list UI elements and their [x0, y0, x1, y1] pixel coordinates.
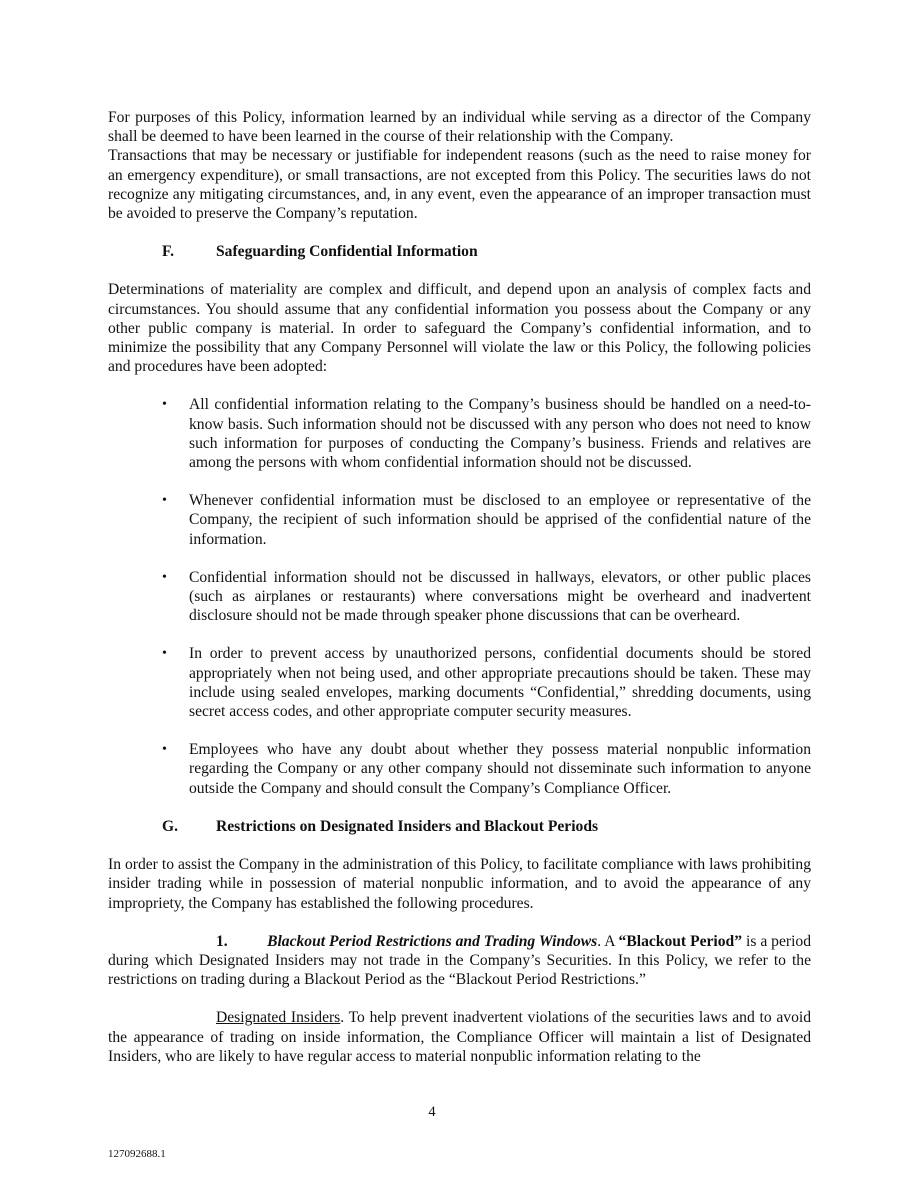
bullet-text: Whenever confidential information must be disclosed to an employee or representative of the Company, the recipient of such information should be apprised of the confidential nature of the information. — [189, 492, 811, 548]
section-f-title: Safeguarding Confidential Information — [216, 243, 478, 261]
page-number: 4 — [428, 1104, 436, 1120]
list-item — [108, 740, 811, 798]
section-g-heading — [108, 817, 811, 836]
designated-insiders-text: . To help prevent inadvertent violations of the securities laws and to avoid the appearance of trading on inside information, the Compliance Officer will maintain a list of Designated Insiders, who are likely to have regular access to material nonpublic information relating to the — [108, 1009, 812, 1065]
bullet-icon: • — [162, 646, 167, 662]
bullet-text: In order to prevent access by unauthorized persons, confidential documents should be stored appropriately when not being used, and other appropriate precautions should be taken. These may include using sealed envelopes, marking documents “Confidential,” shredding documents, using secret access codes, and other appropriate computer security measures. — [189, 645, 811, 721]
bullet-text: Employees who have any doubt about whether they possess material nonpublic information regarding the Company or any other company should not disseminate such information to anyone outside the Company and should consult the Company’s Compliance Officer. — [189, 741, 811, 797]
blackout-period-paragraph — [108, 932, 811, 990]
subsection-title: Blackout Period Restrictions and Trading Windows — [267, 932, 598, 950]
document-page — [108, 108, 811, 1066]
list-item — [108, 395, 811, 472]
section-g-body: In order to assist the Company in the administration of this Policy, to facilitate compliance with laws prohibiting insider trading while in possession of material nonpublic information, and to avoid the appearance of any impropriety, the Company has established the following procedures. — [108, 856, 811, 912]
confidentiality-bullet-list — [108, 395, 811, 797]
list-item — [108, 644, 811, 721]
document-id: 127092688.1 — [108, 1148, 166, 1160]
intro-paragraph-1: For purposes of this Policy, information learned by an individual while serving as a director of the Company shall be deemed to have been learned in the course of their relationship with the Company. — [108, 109, 811, 146]
bullet-icon: • — [162, 397, 167, 413]
subsection-lead: . A — [597, 932, 619, 950]
blackout-period-definition: is a period during which Designated Insiders may not trade in the Company’s Securities. In this Policy, we refer to the restrictions on trading during a Blackout Period as the “Blackout Period Restrictions.” — [108, 932, 812, 989]
list-item — [108, 491, 811, 549]
subsection-number: 1. — [216, 932, 228, 950]
bullet-text: Confidential information should not be discussed in hallways, elevators, or other public places (such as airplanes or restaurants) where conversations might be overheard and inadvertent disclosure should not be made through speaker phone discussions that can be overheard. — [189, 568, 811, 625]
bullet-icon: • — [162, 742, 167, 758]
bullet-icon: • — [162, 569, 167, 585]
bullet-icon: • — [162, 493, 167, 509]
blackout-period-term: “Blackout Period” — [618, 932, 743, 950]
designated-insiders-paragraph — [108, 1008, 811, 1066]
section-g-letter: G. — [162, 817, 179, 835]
list-item — [108, 568, 811, 626]
designated-insiders-term: Designated Insiders — [216, 1009, 341, 1027]
intro-paragraph-2: Transactions that may be necessary or justifiable for independent reasons (such as the need to raise money for an emergency expenditure), or small transactions, are not excepted from this Policy. The securities laws do not recognize any mitigating circumstances, and, in any event, even the appearance of an improper transaction must be avoided to preserve the Company’s reputation. — [108, 147, 811, 223]
section-f-body: Determinations of materiality are complex and difficult, and depend upon an analysis of complex facts and circumstances. You should assume that any confidential information you possess about the Company or any other public company is material. In order to safeguard the Company’s confidential information, and to minimize the possibility that any Company Personnel will violate the law or this Policy, the following policies and procedures have been adopted: — [108, 281, 811, 376]
section-f-letter: F. — [162, 243, 174, 261]
section-g-title: Restrictions on Designated Insiders and Blackout Periods — [216, 817, 599, 835]
bullet-text: All confidential information relating to the Company’s business should be handled on a need-to-know basis. Such information should not be discussed with any person who does not need to know such information for purposes of conducting the Company’s business. Friends and relatives are among the persons with whom confidential information should not be discussed. — [189, 396, 811, 472]
section-f-heading — [108, 242, 811, 261]
